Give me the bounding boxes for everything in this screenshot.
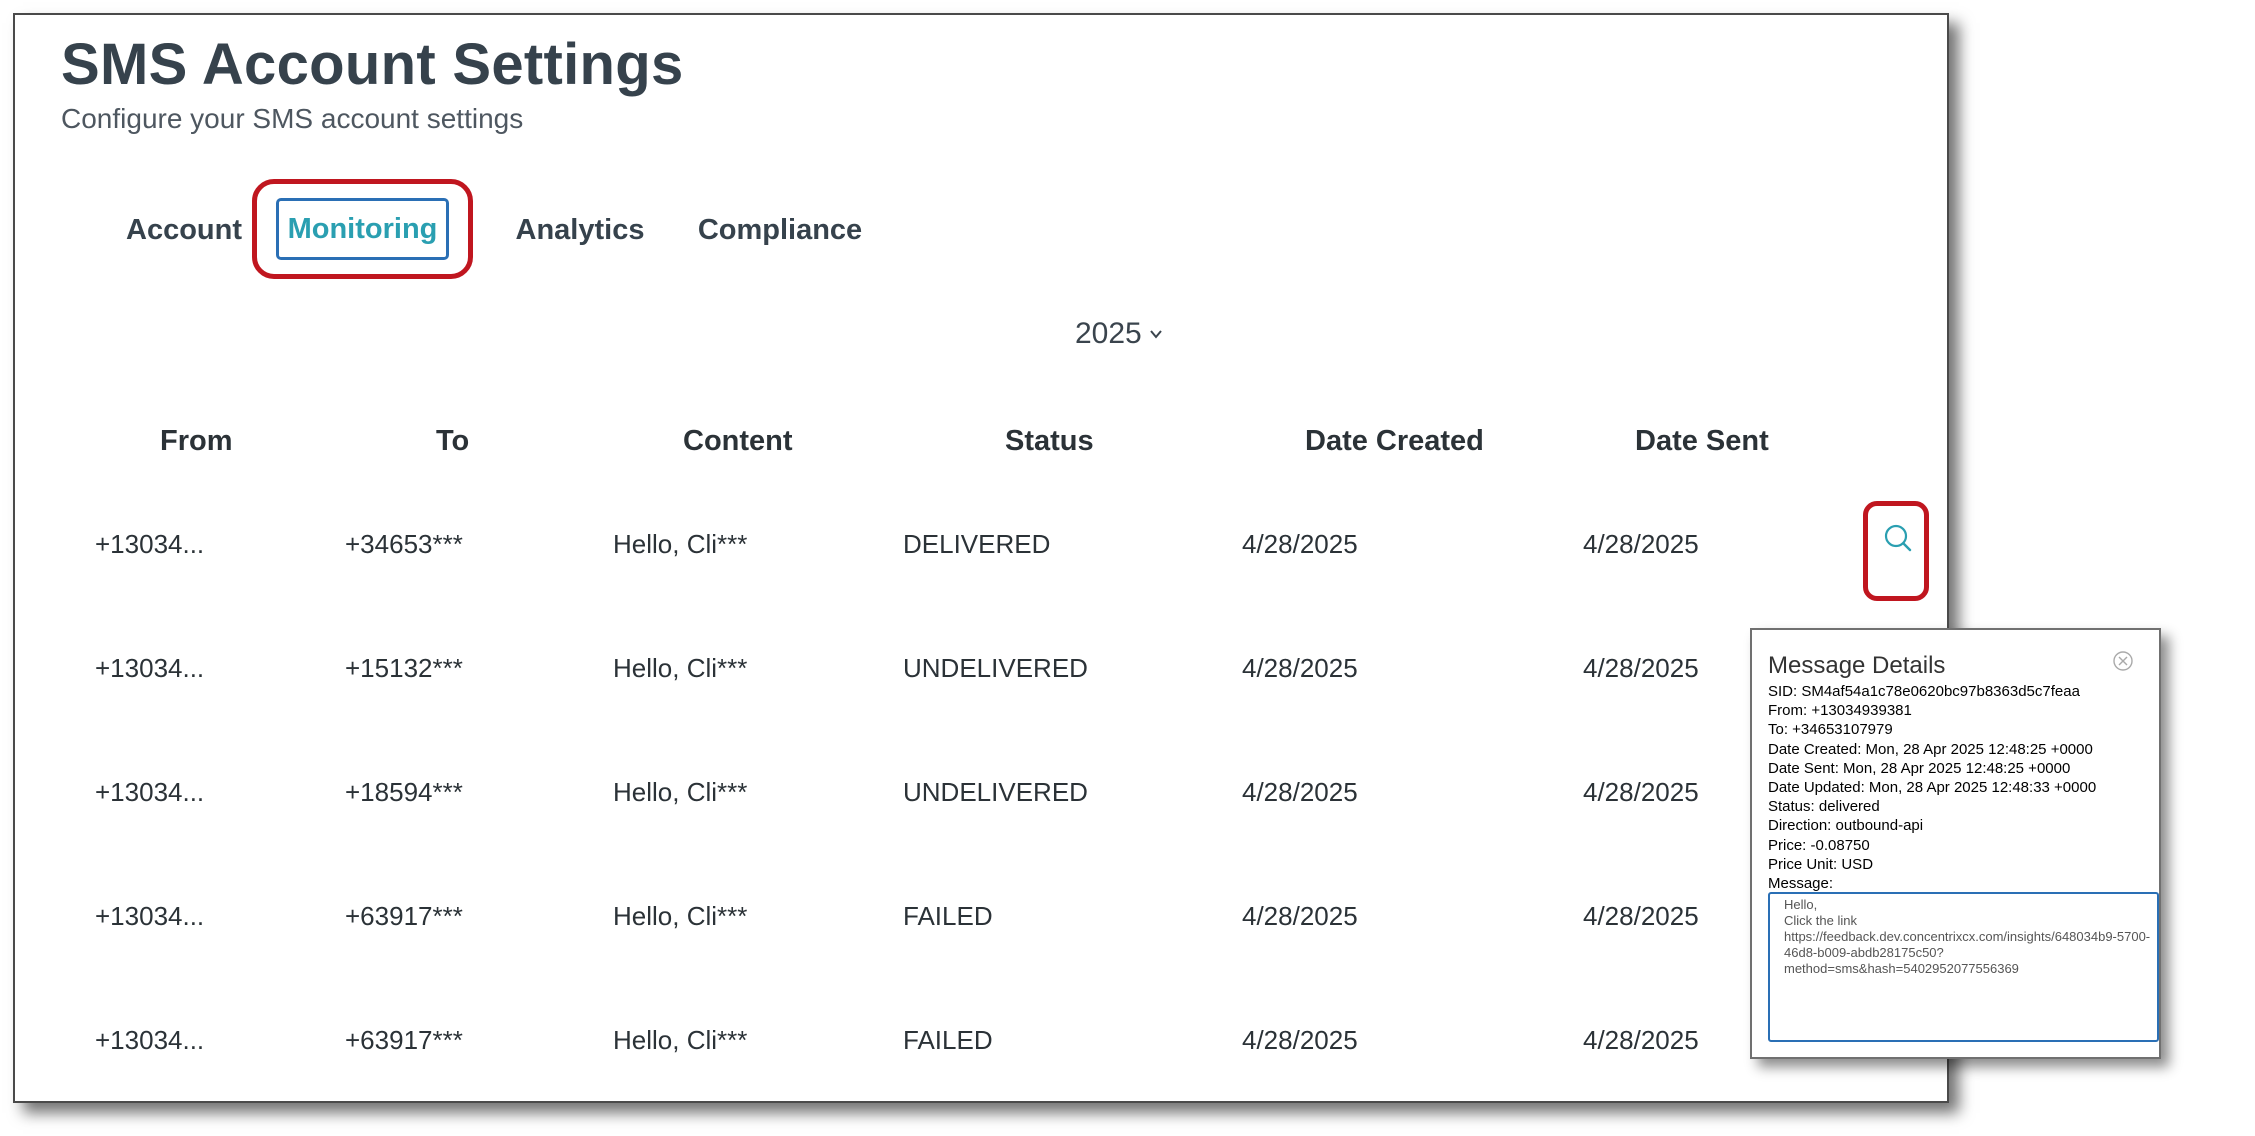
cell-status: FAILED	[903, 901, 993, 931]
message-body-line: 46d8-b009-abdb28175c50?	[1784, 945, 1944, 960]
cell-content: Hello, Cli***	[613, 653, 748, 683]
page-title: SMS Account Settings	[61, 32, 684, 97]
cell-from: +13034...	[95, 777, 205, 807]
detail-line: Date Created: Mon, 28 Apr 2025 12:48:25 +0000	[1768, 740, 2093, 758]
detail-line: Status: delivered	[1768, 798, 1880, 816]
cell-status: DELIVERED	[903, 529, 1051, 559]
tab-monitoring-highlight	[252, 179, 473, 279]
page-subtitle: Configure your SMS account settings	[61, 103, 524, 134]
detail-line: Price: -0.08750	[1768, 836, 1870, 854]
cell-to: +34653***	[345, 529, 463, 559]
cell-date-created: 4/28/2025	[1242, 901, 1358, 931]
tab-compliance[interactable]: Compliance	[697, 214, 863, 246]
detail-line: Price Unit: USD	[1768, 855, 1874, 873]
message-body-line: method=sms&hash=5402952077556369	[1784, 961, 2019, 976]
column-header-date-sent: Date Sent	[1635, 425, 1769, 457]
cell-to: +15132***	[345, 653, 463, 683]
cell-date-sent: 4/28/2025	[1583, 901, 1699, 931]
tab-monitoring[interactable]: Monitoring	[276, 198, 449, 260]
popup-title: Message Details	[1768, 652, 1946, 679]
cell-content: Hello, Cli***	[613, 1025, 748, 1055]
cell-date-created: 4/28/2025	[1242, 1025, 1358, 1055]
cell-date-sent: 4/28/2025	[1583, 529, 1699, 559]
detail-line: To: +34653107979	[1768, 721, 1893, 739]
detail-line: Message:	[1768, 875, 1834, 893]
cell-from: +13034...	[95, 1025, 205, 1055]
message-body-line: Click the link	[1784, 913, 1857, 928]
message-body-line: https://feedback.dev.concentrixcx.com/insights/648034b9-5700-	[1784, 929, 2151, 944]
search-icon	[1883, 523, 1913, 553]
message-body-textarea[interactable]	[1768, 892, 2159, 1042]
detail-line: Date Sent: Mon, 28 Apr 2025 12:48:25 +0000	[1768, 759, 2071, 777]
close-circle-icon[interactable]	[2112, 650, 2134, 672]
cell-content: Hello, Cli***	[613, 529, 748, 559]
message-body-line: Hello,	[1784, 897, 1818, 912]
column-header-from: From	[160, 425, 233, 457]
detail-line: Direction: outbound-api	[1768, 817, 1924, 835]
cell-content: Hello, Cli***	[613, 901, 748, 931]
cell-date-created: 4/28/2025	[1242, 777, 1358, 807]
cell-content: Hello, Cli***	[613, 777, 748, 807]
cell-status: UNDELIVERED	[903, 777, 1088, 807]
cell-from: +13034...	[95, 901, 205, 931]
cell-date-created: 4/28/2025	[1242, 529, 1358, 559]
message-details-popup	[1750, 628, 2161, 1059]
cell-date-sent: 4/28/2025	[1583, 777, 1699, 807]
detail-line: SID: SM4af54a1c78e0620bc97b8363d5c7feaa	[1768, 683, 2080, 700]
column-header-content: Content	[683, 425, 793, 457]
cell-to: +63917***	[345, 1025, 463, 1055]
cell-date-created: 4/28/2025	[1242, 653, 1358, 683]
settings-panel	[13, 13, 1949, 1103]
cell-status: FAILED	[903, 1025, 993, 1055]
cell-to: +63917***	[345, 901, 463, 931]
cell-from: +13034...	[95, 653, 205, 683]
cell-date-sent: 4/28/2025	[1583, 653, 1699, 683]
column-header-status: Status	[1005, 425, 1094, 457]
year-value: 2025	[1075, 317, 1142, 350]
cell-status: UNDELIVERED	[903, 653, 1088, 683]
cell-date-sent: 4/28/2025	[1583, 1025, 1699, 1055]
column-header-date-created: Date Created	[1305, 425, 1484, 457]
view-details-button[interactable]	[1863, 501, 1929, 601]
message-details-fields	[1768, 682, 2096, 893]
year-dropdown[interactable]	[1075, 317, 1164, 351]
detail-line: Date Updated: Mon, 28 Apr 2025 12:48:33 +0000	[1768, 779, 2097, 797]
cell-from: +13034...	[95, 529, 205, 559]
tab-account[interactable]: Account	[126, 214, 242, 246]
cell-to: +18594***	[345, 777, 463, 807]
tab-analytics[interactable]: Analytics	[515, 214, 645, 246]
detail-line: From: +13034939381	[1768, 702, 1912, 720]
chevron-down-icon	[1148, 326, 1164, 342]
column-header-to: To	[436, 425, 470, 457]
